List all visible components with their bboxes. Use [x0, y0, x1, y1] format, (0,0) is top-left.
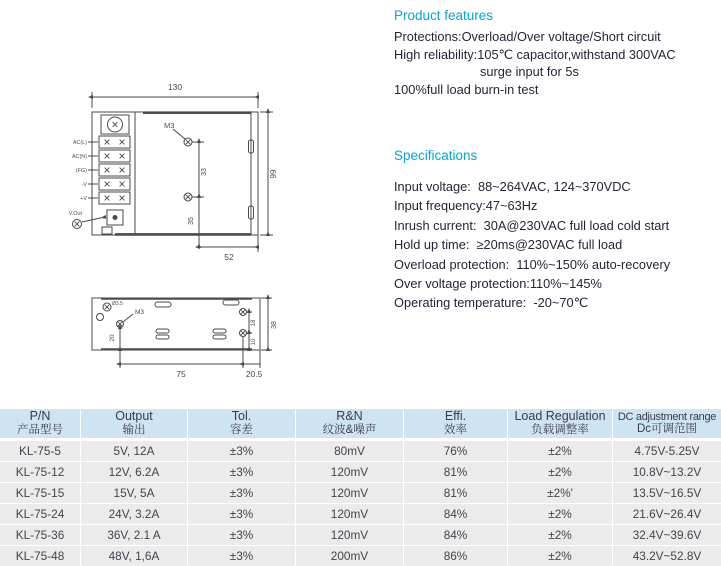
specs-section [394, 148, 719, 313]
cell-load-regulation: ±2% [508, 546, 612, 566]
dim-width: 130 [167, 82, 183, 92]
screw-label: M3 [164, 121, 175, 130]
dim-left: 20 [109, 334, 116, 342]
table-header-cell [508, 409, 612, 438]
specs-lines [394, 177, 719, 313]
cell-dc-range: 21.6V~26.4V [613, 504, 721, 524]
table-header-cell [0, 409, 80, 438]
cell-load-regulation: ±2% [508, 504, 612, 524]
cell-dc-range: 32.4V~39.6V [613, 525, 721, 545]
table-header-row [0, 409, 721, 438]
column-label-zh: 纹波&噪声 [322, 424, 377, 437]
column-label-zh: 负载调整率 [531, 424, 589, 437]
spec-line: Hold up time: ≥20ms@230VAC full load [394, 237, 623, 253]
cell-load-regulation: ±2%' [508, 483, 612, 503]
dim-height: 99 [269, 169, 278, 179]
column-label-en: Tol. [231, 409, 252, 424]
feature-line: surge input for 5s [480, 64, 579, 79]
features-section [394, 8, 719, 98]
dim-edge: 20.5 [245, 369, 263, 379]
terminal-label: AC(N) [72, 154, 87, 160]
dim-pitch: 75 [176, 369, 186, 379]
cell-ripple-noise: 120mV [296, 462, 403, 482]
cell-efficiency: 81% [404, 483, 507, 503]
cell-pn: KL-75-36 [0, 525, 80, 545]
terminal-label: +V [80, 196, 87, 202]
dim-hole-offset: 35 [188, 217, 195, 225]
column-label-en: Effi. [444, 409, 467, 424]
cell-tolerance: ±3% [188, 525, 295, 545]
column-label-zh: 输出 [122, 424, 146, 437]
cell-tolerance: ±3% [188, 483, 295, 503]
mount-hole [97, 314, 104, 321]
terminal-label: AC(L) [72, 140, 87, 146]
column-label-zh: Dc可调范围 [636, 423, 698, 436]
column-label-zh: 效率 [444, 424, 467, 437]
dim-hole-pitch: 33 [201, 168, 208, 176]
cell-ripple-noise: 200mV [296, 546, 403, 566]
vent-slot [213, 329, 226, 333]
dim-depth: 38 [271, 321, 278, 329]
table-row [0, 504, 721, 524]
vent-slot [213, 335, 226, 339]
cell-tolerance: ±3% [188, 504, 295, 524]
table-header-cell [296, 409, 403, 438]
cell-ripple-noise: 120mV [296, 525, 403, 545]
feature-line: Protections:Overload/Over voltage/Short circuit [394, 29, 661, 44]
cell-output: 5V, 12A [81, 441, 187, 461]
cell-tolerance: ±3% [188, 546, 295, 566]
table-row [0, 546, 721, 566]
column-label-en: P/N [29, 409, 51, 424]
cell-load-regulation: ±2% [508, 525, 612, 545]
bottom-view-drawing [55, 280, 315, 386]
cell-ripple-noise: 80mV [296, 441, 403, 461]
cell-dc-range: 43.2V~52.8V [613, 546, 721, 566]
bottom-notch [102, 227, 112, 234]
table-header-cell [613, 409, 721, 438]
cell-efficiency: 81% [404, 462, 507, 482]
spec-table [0, 409, 721, 566]
terminal-label: (FG) [75, 168, 87, 174]
spec-line: Input frequency:47~63Hz [394, 198, 538, 214]
terminal-block-strip [99, 136, 130, 204]
column-label-en: R&N [336, 409, 363, 424]
cell-load-regulation: ±2% [508, 462, 612, 482]
spec-line: Operating temperature: -20~70℃ [394, 295, 588, 311]
spec-line: Inrush current: 30A@230VAC full load cold start [394, 217, 670, 233]
spec-line: Input voltage: 88~264VAC, 124~370VDC [394, 179, 631, 194]
features-lines [394, 28, 719, 98]
specs-title: Specifications [394, 148, 478, 163]
column-label-zh: 容差 [230, 424, 253, 437]
cell-dc-range: 13.5V~16.5V [613, 483, 721, 503]
cell-dc-range: 10.8V~13.2V [613, 462, 721, 482]
column-label-en: Load Regulation [514, 409, 606, 424]
cell-ripple-noise: 120mV [296, 483, 403, 503]
cell-output: 48V, 1,6A [81, 546, 187, 566]
cell-output: 36V, 2.1 A [81, 525, 187, 545]
vent-slot [155, 302, 171, 307]
column-label-en: DC adjustment range [617, 411, 717, 424]
vent-slot [156, 335, 169, 339]
terminal-label: V.Out [68, 211, 82, 217]
spec-line: Over voltage protection:110%~145% [394, 276, 602, 292]
cell-efficiency: 86% [404, 546, 507, 566]
vent-slot [156, 329, 169, 333]
cell-tolerance: ±3% [188, 462, 295, 482]
cell-pn: KL-75-48 [0, 546, 80, 566]
table-header-cell [188, 409, 295, 438]
cell-load-regulation: ±2% [508, 441, 612, 461]
cell-efficiency: 84% [404, 504, 507, 524]
table-row [0, 483, 721, 503]
table-row [0, 525, 721, 545]
column-label-zh: 产品型号 [17, 424, 63, 437]
cell-pn: KL-75-5 [0, 441, 80, 461]
table-header-cell [404, 409, 507, 438]
terminal-label: -V [81, 182, 87, 188]
cell-efficiency: 84% [404, 525, 507, 545]
cell-pn: KL-75-24 [0, 504, 80, 524]
cell-output: 24V, 3.2A [81, 504, 187, 524]
dim-bottom: 52 [224, 252, 234, 262]
cell-ripple-noise: 120mV [296, 504, 403, 524]
cell-tolerance: ±3% [188, 441, 295, 461]
screw-label: M3 [135, 309, 145, 316]
spec-line: Overload protection: 110%~150% auto-recovery [394, 256, 671, 272]
hole-dia-label: Ø3.5 [112, 301, 123, 307]
feature-line: High reliability:105℃ capacitor,withstand 300VAC [394, 46, 676, 62]
table-row [0, 462, 721, 482]
cell-pn: KL-75-12 [0, 462, 80, 482]
feature-line: 100%full load burn-in test [394, 81, 539, 97]
cell-output: 15V, 5A [81, 483, 187, 503]
column-label-en: Output [115, 409, 153, 424]
table-row [0, 441, 721, 461]
vent-slot [223, 300, 239, 305]
cell-dc-range: 4.75V-5.25V [613, 441, 721, 461]
dim-right-upper: 18 [251, 319, 257, 327]
cell-output: 12V, 6.2A [81, 462, 187, 482]
front-view-drawing [55, 78, 315, 270]
table-body [0, 441, 721, 566]
table-header-cell [81, 409, 187, 438]
features-title: Product features [394, 8, 494, 23]
cell-efficiency: 76% [404, 441, 507, 461]
cell-pn: KL-75-15 [0, 483, 80, 503]
dim-right-lower: 10 [251, 338, 257, 346]
